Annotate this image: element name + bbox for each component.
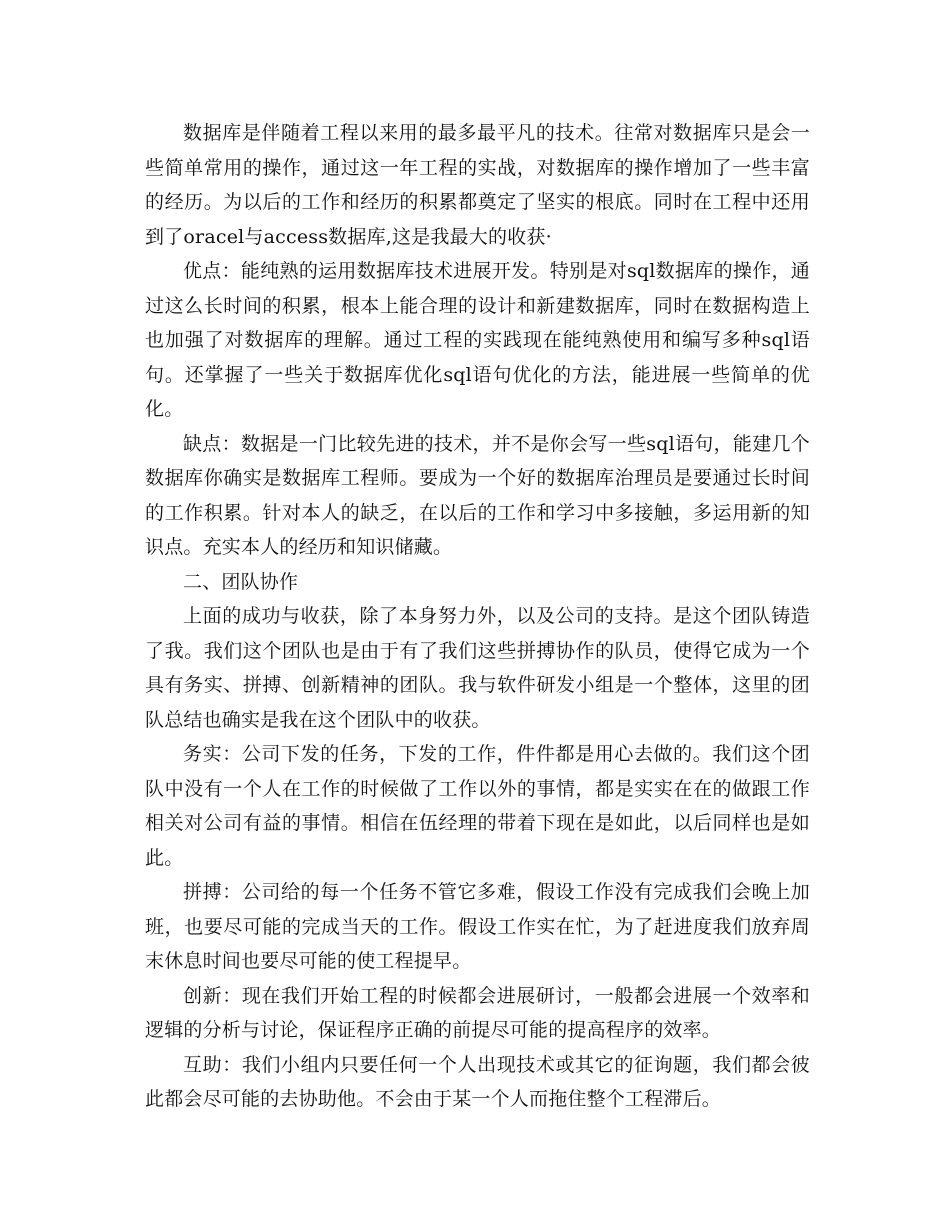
paragraph-strengths: 优点：能纯熟的运用数据库技术进展开发。特别是对sql数据库的操作，通过这么长时间的积累，根本上能合理的设计和新建数据库，同时在数据构造上也加强了对数据库的理解。通过工程的实践现在能纯熟使用和编写多种sql语句。还掌握了一些关于数据库优化sql语句优化的方法，能进展一些简单的优化。 [145, 260, 810, 420]
paragraph-pragmatic: 务实：公司下发的任务，下发的工作，件件都是用心去做的。我们这个团队中没有一个人在工作的时候做了工作以外的事情，都是实实在在的做跟工作相关对公司有益的事情。相信在伍经理的带着下现在是如此，以后同样也是如此。 [145, 743, 810, 869]
paragraph-mutual-help: 互助：我们小组内只要任何一个人出现技术或其它的征询题，我们都会彼此都会尽可能的去协助他。不会由于某一个人而拖住整个工程滞后。 [145, 1053, 810, 1110]
paragraph-team-intro: 上面的成功与收获，除了本身努力外，以及公司的支持。是这个团队铸造了我。我们这个团队也是由于有了我们这些拼搏协作的队员，使得它成为一个具有务实、拼搏、创新精神的团队。我与软件研发小组是一个整体，这里的团队总结也确实是我在这个团队中的收获。 [145, 605, 810, 731]
paragraph-weaknesses: 缺点：数据是一门比较先进的技术，并不是你会写一些sql语句，能建几个数据库你确实是数据库工程师。要成为一个好的数据库治理员是要通过长时间的工作积累。针对本人的缺乏，在以后的工作和学习中多接触，多运用新的知识点。充实本人的经历和知识储藏。 [145, 432, 810, 558]
paragraph-hardworking: 拼搏：公司给的每一个任务不管它多难，假设工作没有完成我们会晚上加班，也要尽可能的完成当天的工作。假设工作实在忙，为了赶进度我们放弃周末休息时间也要尽可能的使工程提早。 [145, 881, 810, 972]
paragraph-innovation: 创新：现在我们开始工程的时候都会进展研讨，一般都会进展一个效率和逻辑的分析与讨论，保证程序正确的前提尽可能的提高程序的效率。 [145, 984, 810, 1041]
document-body [145, 116, 810, 1117]
section-heading-teamwork: 二、团队协作 [183, 570, 299, 593]
paragraph-database-intro: 数据库是伴随着工程以来用的最多最平凡的技术。往常对数据库只是会一些简单常用的操作，通过这一年工程的实战，对数据库的操作增加了一些丰富的经历。为以后的工作和经历的积累都奠定了坚实的根底。同时在工程中还用到了oracel与access数据库,这是我最大的收获· [145, 122, 810, 248]
